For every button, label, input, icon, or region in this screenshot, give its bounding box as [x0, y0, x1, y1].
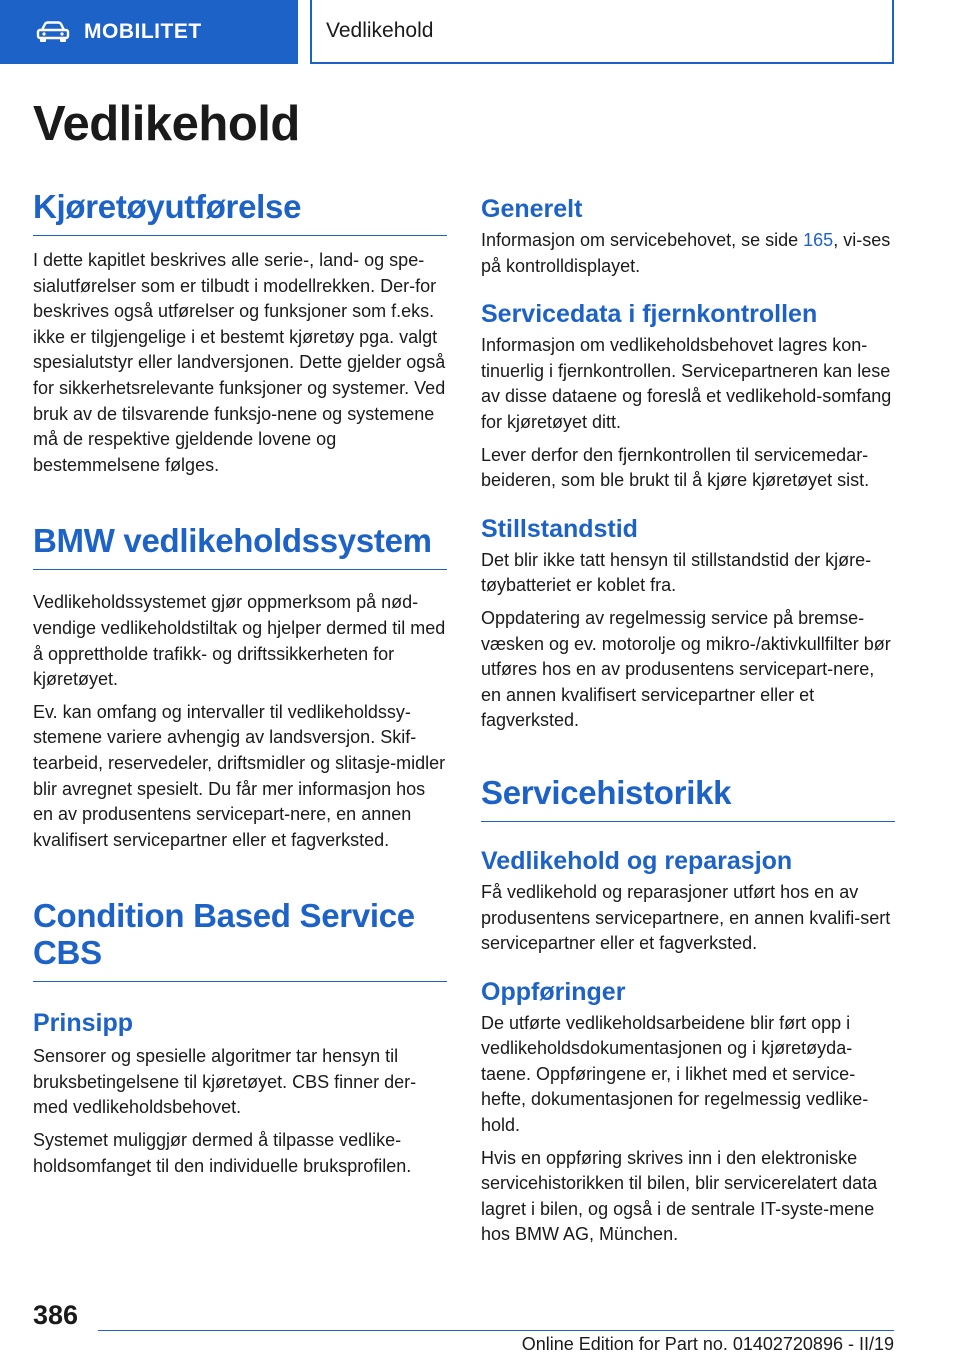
- right-column: [481, 188, 895, 1248]
- page-link[interactable]: 165: [803, 230, 834, 250]
- paragraph: Ev. kan omfang og intervaller til vedlikeholdssy-stemene variere avhengig av landsversjon. Skif-tearbeid, reservedeler, driftsmidler og slitasje-midler blir avregnet spesielt. Du får mer informasjon hos en av produsentens servicepart-nere, en annen kvalifisert servicepartner eller et fagverksted.: [33, 701, 446, 850]
- breadcrumb-label: Vedlikehold: [326, 19, 434, 42]
- page-number: 386: [33, 1300, 79, 1330]
- paragraph: Hvis en oppføring skrives inn i den elektroniske servicehistorikken til bilen, blir servicerelatert data lagret i bilen, og også i de sentrale IT-syste-mene hos BMW AG, München.: [481, 1147, 878, 1245]
- subsection-title-vedlikehold-reparasjon: Vedlikehold og reparasjon: [481, 846, 793, 875]
- paragraph: Sensorer og spesielle algoritmer tar hensyn til bruksbetingelsene til kjøretøyet. CBS finner der-med vedlikeholdsbehovet.: [33, 1046, 417, 1118]
- subsection-title-generelt: Generelt: [481, 195, 583, 223]
- subsection-title-prinsipp: Prinsipp: [33, 1009, 134, 1038]
- edition-note: Online Edition for Part no. 01402720896 - II/19: [521, 1334, 894, 1354]
- subsection-title-oppforinger: Oppføringer: [481, 977, 626, 1006]
- paragraph: Systemet muliggjør dermed å tilpasse vedlike-holdsomfanget til den individuelle bruksprofilen.: [33, 1130, 412, 1176]
- section-title-servicehistorikk: Servicehistorikk: [481, 774, 895, 822]
- subsection-title-servicedata: Servicedata i fjernkontrollen: [481, 300, 818, 329]
- section-tab[interactable]: [0, 0, 298, 64]
- left-column: [33, 188, 447, 1179]
- paragraph: Få vedlikehold og reparasjoner utført hos en av produsentens servicepartnere, en annen kvalifi-sert servicepartner eller et fagverksted.: [481, 881, 891, 954]
- car-icon: [36, 21, 70, 43]
- breadcrumb: [310, 0, 894, 64]
- paragraph: [481, 228, 895, 279]
- paragraph: Oppdatering av regelmessig service på bremse-væsken og ev. motorolje og mikro-/aktivkullfilter bør utføres hos en av produsentens servicepart-nere, en annen kvalifisert servicepartner eller et fagverksted.: [481, 607, 891, 731]
- section-title-cbs: Condition Based Service CBS: [33, 897, 447, 982]
- section-title-vedlikeholdssystem: BMW vedlikeholdssystem: [33, 522, 447, 570]
- paragraph: Vedlikeholdssystemet gjør oppmerksom på nød-vendige vedlikeholdstiltak og hjelper dermed til med å opprettholde trafikk- og driftssikkerheten for kjøretøyet.: [33, 592, 446, 690]
- paragraph: Det blir ikke tatt hensyn til stillstandstid der kjøre-tøybatteriet er koblet fra.: [481, 549, 872, 596]
- paragraph: Lever derfor den fjernkontrollen til servicemedar-beideren, som ble brukt til å kjøre kjøretøyet sist.: [481, 444, 870, 491]
- page-title: Vedlikehold: [33, 97, 300, 151]
- section-title-kjoretoyutforelse: Kjøretøyutførelse: [33, 188, 447, 236]
- footer-divider: [98, 1330, 894, 1331]
- paragraph: De utførte vedlikeholdsarbeidene blir ført opp i vedlikeholdsdokumentasjonen og i kjøretøyda-taene. Oppføringene er, i likhet med et service-hefte, dokumentasjonen for regelmessig vedlike-hold.: [481, 1012, 869, 1136]
- subsection-title-stillstandstid: Stillstandstid: [481, 514, 638, 543]
- paragraph-text: Informasjon om servicebehovet, se side: [481, 230, 804, 250]
- paragraph: Informasjon om vedlikeholdsbehovet lagres kon-tinuerlig i fjernkontrollen. Servicepartneren kan lese av disse dataene og foreslå et vedlikehold-somfang for kjøretøyet ditt.: [481, 335, 892, 432]
- section-label: MOBILITET: [84, 20, 202, 43]
- paragraph-text: , vi-ses på kontrolldisplayet.: [481, 230, 891, 276]
- paragraph: I dette kapitlet beskrives alle serie-, land- og spe-sialutførelser som er tilbudt i modellrekken. Der-for beskrives også utførelser og funksjoner som f.eks. ikke er tilgjengelige i et bestemt kjøretøy pga. valgt spesialutstyr eller landversjonen. Dette gjelder også for sikkerhetsrelevante funksjoner og systemer. Ved bruk av de tilsvarende funksjo-nene og systemene må de respektive gjeldende lovene og bestemmelsene følges.: [33, 250, 446, 475]
